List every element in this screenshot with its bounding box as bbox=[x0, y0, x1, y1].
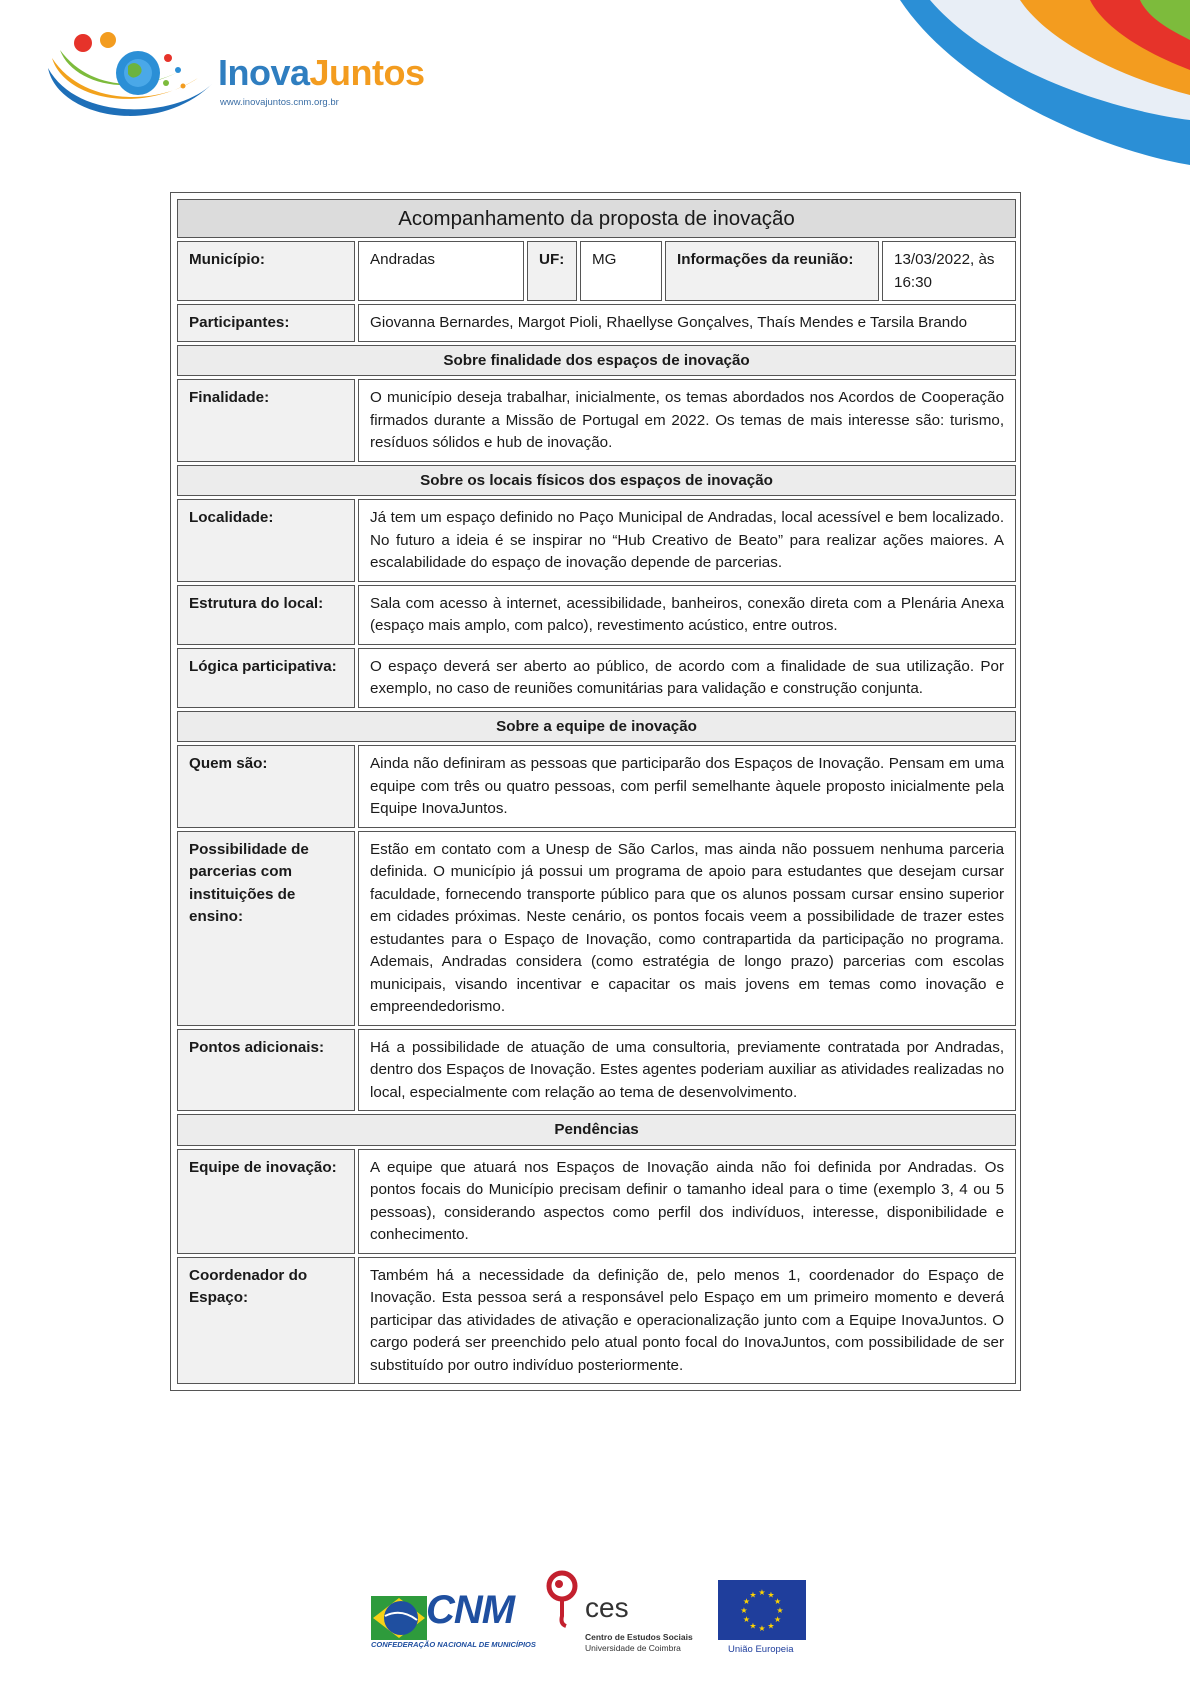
form-row bbox=[177, 585, 1016, 645]
eu-star-icon: ★ bbox=[767, 1590, 775, 1600]
form-row bbox=[177, 1257, 1016, 1385]
row-value: Também há a necessidade da definição de, pelo menos 1, coordenador do Espaço de Inovação. Esta pessoa será a responsável pelo Espaço em um primeiro momento e deverá participar das atividades de ativação e operacionalização junto com a Equipe InovaJuntos. O cargo poderá ser preenchido pelo atual ponto focal do InovaJuntos, com possibilidade de ser substituído por outro indivíduo posteriormente. bbox=[358, 1257, 1016, 1385]
eu-star-icon: ★ bbox=[749, 1621, 757, 1631]
inovajuntos-wordmark bbox=[218, 52, 425, 94]
municipio-label: Município: bbox=[177, 241, 355, 301]
eu-star-icon: ★ bbox=[740, 1606, 748, 1615]
section-heading: Sobre finalidade dos espaços de inovação bbox=[177, 345, 1016, 377]
form-title: Acompanhamento da proposta de inovação bbox=[177, 199, 1016, 238]
row-label: Localidade: bbox=[177, 499, 355, 582]
row-value: O espaço deverá ser aberto ao público, de acordo com a finalidade de sua utilização. Por exemplo, no caso de reuniões comunitárias para validação e construção conjunta. bbox=[358, 648, 1016, 708]
eu-star-icon: ★ bbox=[758, 1588, 766, 1597]
section-heading: Pendências bbox=[177, 1114, 1016, 1146]
form-row bbox=[177, 379, 1016, 462]
uf-label: UF: bbox=[527, 241, 577, 301]
eu-star-icon: ★ bbox=[774, 1615, 782, 1624]
cnm-subtitle: CONFEDERAÇÃO NACIONAL DE MUNICÍPIOS bbox=[371, 1640, 536, 1649]
row-label: Estrutura do local: bbox=[177, 585, 355, 645]
row-label: Possibilidade de parcerias com instituições de ensino: bbox=[177, 831, 355, 1026]
form-row bbox=[177, 831, 1016, 1026]
row-value: Já tem um espaço definido no Paço Municipal de Andradas, local acessível e bem localizado. No futuro a ideia é se inspirar no “Hub Creativo de Beato” para realizar ações maiores. A escalabilidade do espaço de inovação depende de parcerias. bbox=[358, 499, 1016, 582]
ces-logo-icon bbox=[546, 1570, 586, 1640]
meeting-info-label: Informações da reunião: bbox=[665, 241, 879, 301]
row-label: Quem são: bbox=[177, 745, 355, 828]
eu-star-icon: ★ bbox=[776, 1606, 784, 1615]
row-value: Ainda não definiram as pessoas que participarão dos Espaços de Inovação. Pensam em uma equipe com três ou quatro pessoas, com perfil semelhante àquele proposto inicialmente pela Equipe InovaJuntos. bbox=[358, 745, 1016, 828]
row-value: O município deseja trabalhar, inicialmente, os temas abordados nos Acordos de Cooperação firmados durante a Missão de Portugal em 2022. Os temas de mais interesse são: turismo, resíduos sólidos e hub de inovação. bbox=[358, 379, 1016, 462]
ces-subtitle: Centro de Estudos Sociais bbox=[585, 1632, 693, 1642]
row-label: Pontos adicionais: bbox=[177, 1029, 355, 1112]
form-row bbox=[177, 745, 1016, 828]
eu-label: União Europeia bbox=[728, 1644, 794, 1655]
section-heading: Sobre os locais físicos dos espaços de inovação bbox=[177, 465, 1016, 497]
form-row bbox=[177, 1029, 1016, 1112]
logo-url: www.inovajuntos.cnm.org.br bbox=[220, 97, 339, 108]
participants-label: Participantes: bbox=[177, 304, 355, 342]
form-row bbox=[177, 1149, 1016, 1254]
wordmark-part2: Juntos bbox=[309, 52, 425, 93]
participants-value: Giovanna Bernardes, Margot Pioli, Rhaellyse Gonçalves, Thaís Mendes e Tarsila Brando bbox=[358, 304, 1016, 342]
row-label: Equipe de inovação: bbox=[177, 1149, 355, 1254]
eu-star-icon: ★ bbox=[742, 1597, 750, 1606]
eu-star-icon: ★ bbox=[742, 1615, 750, 1624]
eu-star-icon: ★ bbox=[774, 1597, 782, 1606]
section-heading: Sobre a equipe de inovação bbox=[177, 711, 1016, 743]
form-row bbox=[177, 499, 1016, 582]
row-label: Coordenador do Espaço: bbox=[177, 1257, 355, 1385]
row-label: Finalidade: bbox=[177, 379, 355, 462]
innovation-proposal-form bbox=[170, 192, 1021, 1391]
ces-wordmark: ces bbox=[585, 1592, 629, 1623]
row-value: Há a possibilidade de atuação de uma consultoria, previamente contratada por Andradas, dentro dos Espaços de Inovação. Estes agentes poderiam auxiliar as atividades realizadas no local, especialmente com relação ao tema de desenvolvimento. bbox=[358, 1029, 1016, 1112]
ces-university: Universidade de Coimbra bbox=[585, 1643, 681, 1653]
row-label: Lógica participativa: bbox=[177, 648, 355, 708]
corner-decoration-icon bbox=[900, 0, 1190, 165]
eu-star-icon: ★ bbox=[749, 1590, 757, 1600]
row-value: A equipe que atuará nos Espaços de Inovação ainda não foi definida por Andradas. Os pontos focais do Município precisam definir o tamanho ideal para o time (exemplo 3, 4 ou 5 pessoas), considerando aspectos como perfil dos indivíduos, interesse, disponibilidade e conhecimento. bbox=[358, 1149, 1016, 1254]
uf-value: MG bbox=[580, 241, 662, 301]
municipio-value: Andradas bbox=[358, 241, 524, 301]
row-value: Estão em contato com a Unesp de São Carlos, mas ainda não possuem nenhuma parceria definida. O município já possui um programa de apoio para estudantes que desejam cursar faculdade, fornecendo transporte público para que os alunos possam cursar ensino superior em cidades próximas. Neste cenário, os pontos focais veem a possibilidade de trazer estes estudantes para o Espaço de Inovação, como contrapartida da participação no programa. Ademais, Andradas considera (como estratégia de longo prazo) parcerias com escolas municipais, visando incentivar e capacitar os mais jovens em temas como inovação e empreendedorismo. bbox=[358, 831, 1016, 1026]
row-value: Sala com acesso à internet, acessibilidade, banheiros, conexão direta com a Plenária Anexa (espaço mais amplo, com palco), revestimento acústico, entre outros. bbox=[358, 585, 1016, 645]
cnm-wordmark: CNM bbox=[426, 1588, 515, 1632]
wordmark-part1: Inova bbox=[218, 52, 310, 93]
eu-star-icon: ★ bbox=[767, 1621, 775, 1631]
meeting-info-value: 13/03/2022, às 16:30 bbox=[882, 241, 1016, 301]
form-row bbox=[177, 648, 1016, 708]
eu-flag-icon bbox=[718, 1580, 806, 1640]
eu-star-icon: ★ bbox=[758, 1624, 766, 1633]
footer-logos bbox=[0, 1570, 1190, 1660]
inovajuntos-emblem-icon bbox=[38, 28, 228, 128]
